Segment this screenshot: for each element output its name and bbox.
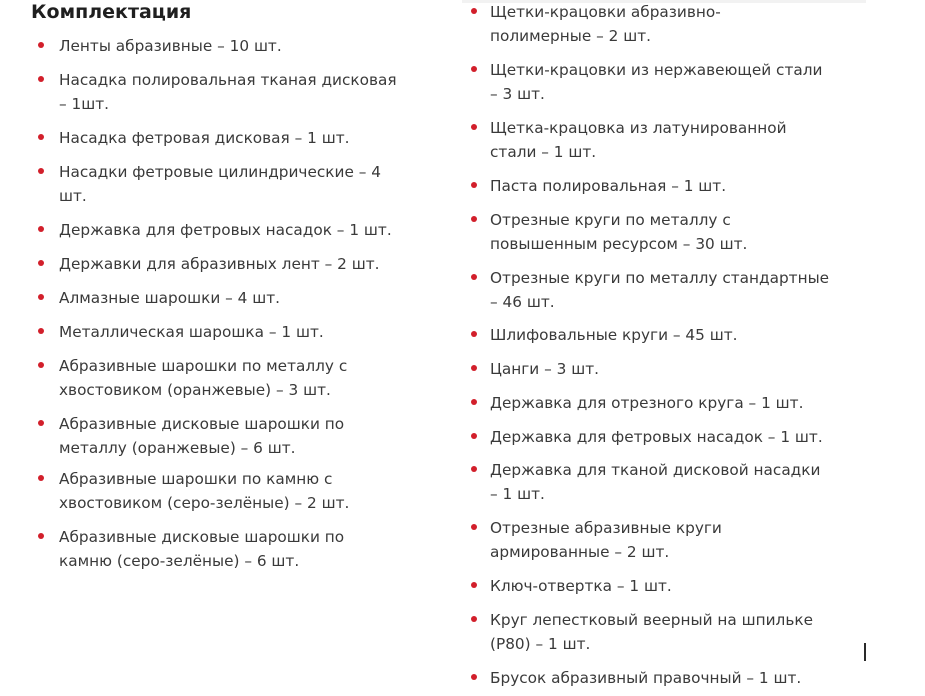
list-item-text: Насадка фетровая дисковая – 1 шт. [59,129,350,147]
list-item [490,391,803,415]
list-item-text: – 46 шт. [490,293,555,311]
list-item-text: Круг лепестковый веерный на шпильке [490,611,813,629]
list-item-text: Абразивные шарошки по металлу с [59,357,348,375]
bullet-icon [471,674,477,680]
list-item-text: Цанги – 3 шт. [490,360,599,378]
list-item-text: хвостовиком (оранжевые) – 3 шт. [59,381,331,399]
list-item [490,208,747,256]
list-item [490,323,738,347]
list-item [490,357,599,381]
list-item [490,266,829,314]
list-item-text: Державка для фетровых насадок – 1 шт. [59,221,392,239]
bullet-icon [471,274,477,280]
list-item-text: камню (серо-зелёные) – 6 шт. [59,552,300,570]
bullet-icon [471,582,477,588]
list-item-text: шт. [59,187,87,205]
list-item-text: Паста полировальная – 1 шт. [490,177,727,195]
list-item-text: Абразивные шарошки по камню с [59,470,333,488]
list-item-text: – 1шт. [59,95,110,113]
list-item-text: Ленты абразивные – 10 шт. [59,37,282,55]
list-item-text: Металлическая шарошка – 1 шт. [59,323,324,341]
bullet-icon [471,616,477,622]
section-heading: Комплектация [31,1,192,23]
list-item-text: Насадки фетровые цилиндрические – 4 [59,163,381,181]
list-item [490,0,721,48]
bullet-icon [471,466,477,472]
bullet-icon [471,365,477,371]
scrollbar-fragment[interactable] [864,643,866,661]
bullet-icon [471,124,477,130]
list-item-text: Державка для тканой дисковой насадки [490,461,821,479]
bullet-icon [471,433,477,439]
list-item-text: – 1 шт. [490,485,545,503]
list-item-text: – 3 шт. [490,85,545,103]
list-item-text: Щетки-крацовки абразивно- [490,3,721,21]
bullet-icon [471,524,477,530]
list-item-text: Отрезные абразивные круги [490,519,722,537]
list-item-text: повышенным ресурсом – 30 шт. [490,235,748,253]
list-item [490,458,820,506]
list-item-text: Державка для фетровых насадок – 1 шт. [490,428,823,446]
bullet-icon [471,216,477,222]
bullet-icon [471,399,477,405]
list-item [490,116,787,164]
list-item-text: Ключ-отвертка – 1 шт. [490,577,672,595]
list-item-text: Брусок абразивный правочный – 1 шт. [490,669,802,687]
list-item-text: Державки для абразивных лент – 2 шт. [59,255,380,273]
list-item-text: Щетка-крацовка из латунированной [490,119,787,137]
bullet-icon [471,331,477,337]
list-item-text: (P80) – 1 шт. [490,635,591,653]
list-item-text: Абразивные дисковые шарошки по [59,528,345,546]
list-item-text: полимерные – 2 шт. [490,27,651,45]
bullet-icon [471,8,477,14]
list-item-text: Щетки-крацовки из нержавеющей стали [490,61,823,79]
list-item [490,516,722,564]
list-item-text: Шлифовальные круги – 45 шт. [490,326,738,344]
list-item-text: Абразивные дисковые шарошки по [59,415,345,433]
list-item [490,608,813,656]
list-item-text: армированные – 2 шт. [490,543,670,561]
list-item-text: Державка для отрезного круга – 1 шт. [490,394,804,412]
bullet-icon [471,182,477,188]
list-item-text: хвостовиком (серо-зелёные) – 2 шт. [59,494,350,512]
list-item-text: Алмазные шарошки – 4 шт. [59,289,280,307]
bullet-icon [471,66,477,72]
list-item-text: Отрезные круги по металлу с [490,211,731,229]
list-item [490,574,672,598]
list-item [490,666,801,690]
list-item-text: стали – 1 шт. [490,143,597,161]
list-item-text: Отрезные круги по металлу стандартные [490,269,830,287]
list-item [490,425,823,449]
list-item-text: Насадка полировальная тканая дисковая [59,71,397,89]
list-item [490,174,726,198]
list-item [490,58,822,106]
list-item-text: металлу (оранжевые) – 6 шт. [59,439,296,457]
